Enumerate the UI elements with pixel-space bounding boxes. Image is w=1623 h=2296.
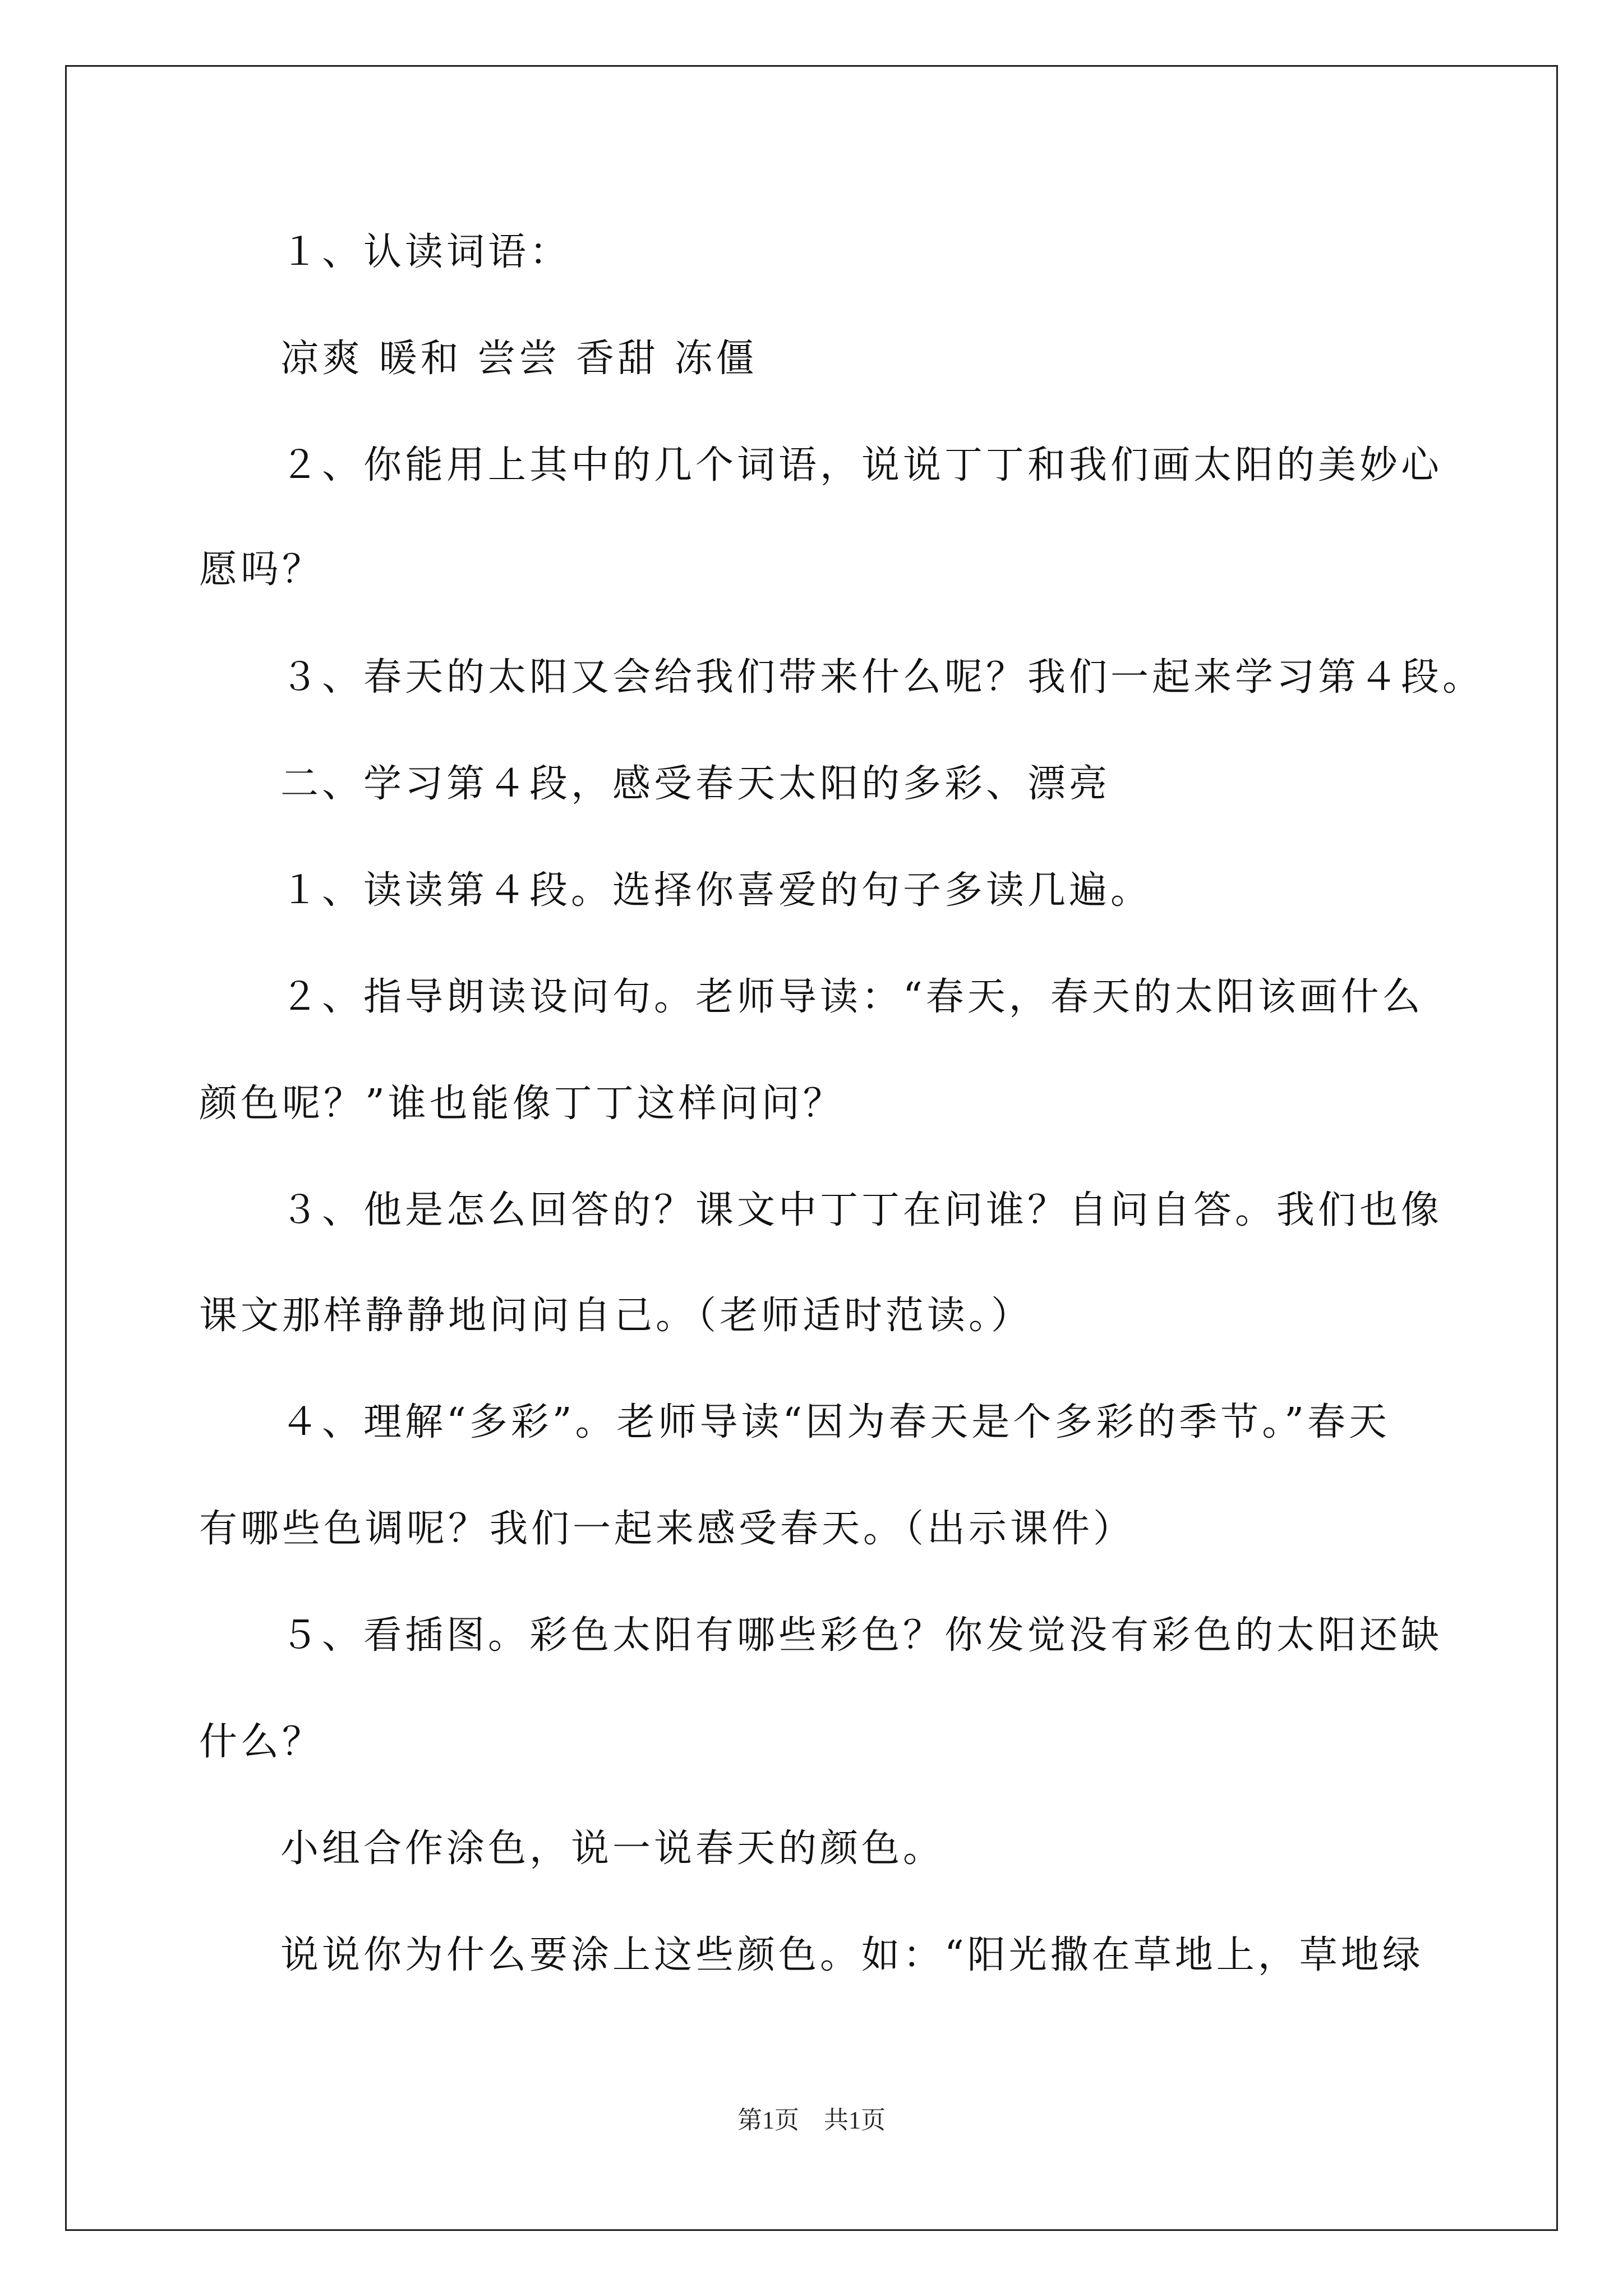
paragraph-line: ２、你能用上其中的几个词语，说说丁丁和我们画太阳的美妙心 [280, 443, 1443, 487]
paragraph-line: ４、理解“多彩”。老师导读“因为春天是个多彩的季节。”春天 [280, 1400, 1391, 1444]
paragraph-line: ３、春天的太阳又会给我们带来什么呢？我们一起来学习第４段。 [280, 655, 1484, 700]
paragraph-line: １、认读词语： [280, 230, 571, 274]
paragraph-line: 小组合作涂色，说一说春天的颜色。 [280, 1826, 945, 1871]
paragraph-line: 凉爽 暖和 尝尝 香甜 冻僵 [280, 337, 758, 381]
paragraph-line: ２、指导朗读设问句。老师导读：“春天，春天的太阳该画什么 [280, 975, 1424, 1019]
paragraph-line: 有哪些色调呢？我们一起来感受春天。（出示课件） [199, 1507, 1135, 1551]
paragraph-line: ５、看插图。彩色太阳有哪些彩色？你发觉没有彩色的太阳还缺 [280, 1613, 1443, 1658]
paragraph-line: 什么？ [199, 1720, 324, 1764]
paragraph-line: １、读读第４段。选择你喜爱的句子多读几遍。 [280, 868, 1152, 913]
page-footer: 第1页 共1页 [737, 2106, 886, 2134]
paragraph-line: ３、他是怎么回答的？课文中丁丁在问谁？自问自答。我们也像 [280, 1188, 1443, 1232]
paragraph-line: 课文那样静静地问问自己。（老师适时范读。） [199, 1294, 1033, 1338]
paragraph-line: 愿吗？ [199, 547, 324, 592]
paragraph-line: 二、学习第４段，感受春天太阳的多彩、漂亮 [280, 762, 1111, 806]
paragraph-line: 颜色呢？”谁也能像丁丁这样问问？ [199, 1082, 845, 1126]
paragraph-line: 说说你为什么要涂上这些颜色。如：“阳光撒在草地上，草地绿 [280, 1933, 1424, 1977]
